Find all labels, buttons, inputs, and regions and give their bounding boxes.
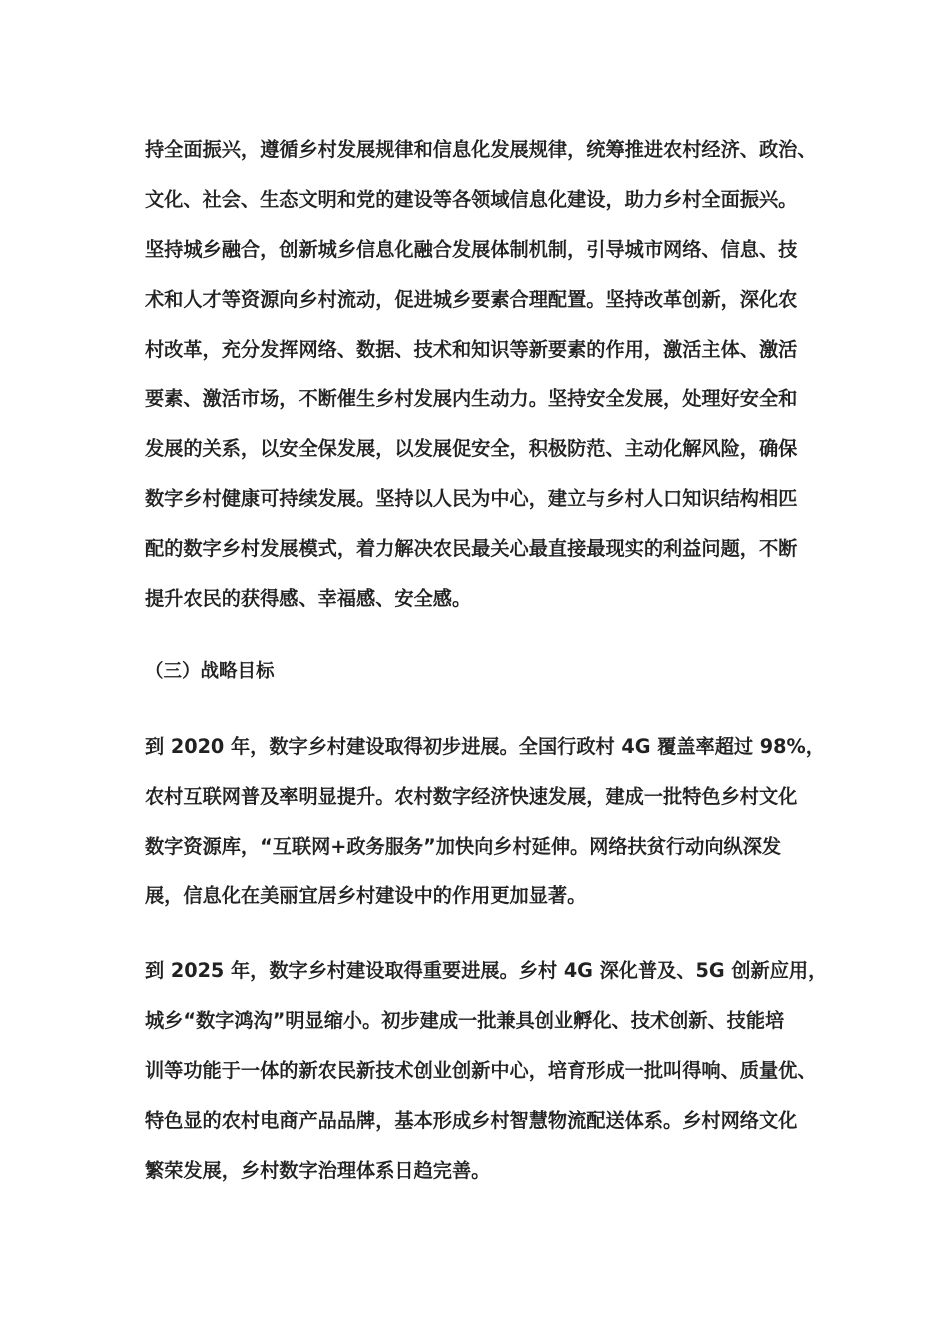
text-line: 到 2025 年，数字乡村建设取得重要进展。乡村 4G 深化普及、5G 创新应用， [145,959,828,982]
text-line: 术和人才等资源向乡村流动，促进城乡要素合理配置。坚持改革创新，深化农 [145,288,798,311]
text-line: 到 2020 年，数字乡村建设取得初步进展。全国行政村 4G 覆盖率超过 98%， [145,735,825,758]
text-line: 农村互联网普及率明显提升。农村数字经济快速发展，建成一批特色乡村文化 [145,785,798,808]
text-line: 城乡“数字鸿沟”明显缩小。初步建成一批兼具创业孵化、技术创新、技能培 [145,1009,785,1032]
text-line: 文化、社会、生态文明和党的建设等各领域信息化建设，助力乡村全面振兴。 [145,188,798,211]
text-line: 数字乡村健康可持续发展。坚持以人民为中心，建立与乡村人口知识结构相匹 [145,487,798,510]
text-line: 要素、激活市场，不断催生乡村发展内生动力。坚持安全发展，处理好安全和 [145,387,798,410]
text-line: 发展的关系，以安全保发展，以发展促安全，积极防范、主动化解风险，确保 [145,437,798,460]
text-line: 训等功能于一体的新农民新技术创业创新中心，培育形成一批叫得响、质量优、 [145,1059,817,1082]
text-line: 展，信息化在美丽宜居乡村建设中的作用更加显著。 [145,884,587,907]
text-line: 数字资源库，“互联网+政务服务”加快向乡村延伸。网络扶贫行动向纵深发 [145,835,782,858]
text-line: 坚持城乡融合，创新城乡信息化融合发展体制机制，引导城市网络、信息、技 [145,238,798,261]
text-line: 提升农民的获得感、幸福感、安全感。 [145,587,472,610]
text-line: 村改革，充分发挥网络、数据、技术和知识等新要素的作用，激活主体、激活 [145,338,798,361]
text-line: 繁荣发展，乡村数字治理体系日趋完善。 [145,1159,491,1182]
text-line: 持全面振兴，遵循乡村发展规律和信息化发展规律，统筹推进农村经济、政治、 [145,138,817,161]
text-line: 特色显的农村电商产品品牌，基本形成乡村智慧物流配送体系。乡村网络文化 [145,1109,798,1132]
section-heading: （三）战略目标 [145,661,275,682]
text-line: 配的数字乡村发展模式，着力解决农民最关心最直接最现实的利益问题，不断 [145,537,798,560]
